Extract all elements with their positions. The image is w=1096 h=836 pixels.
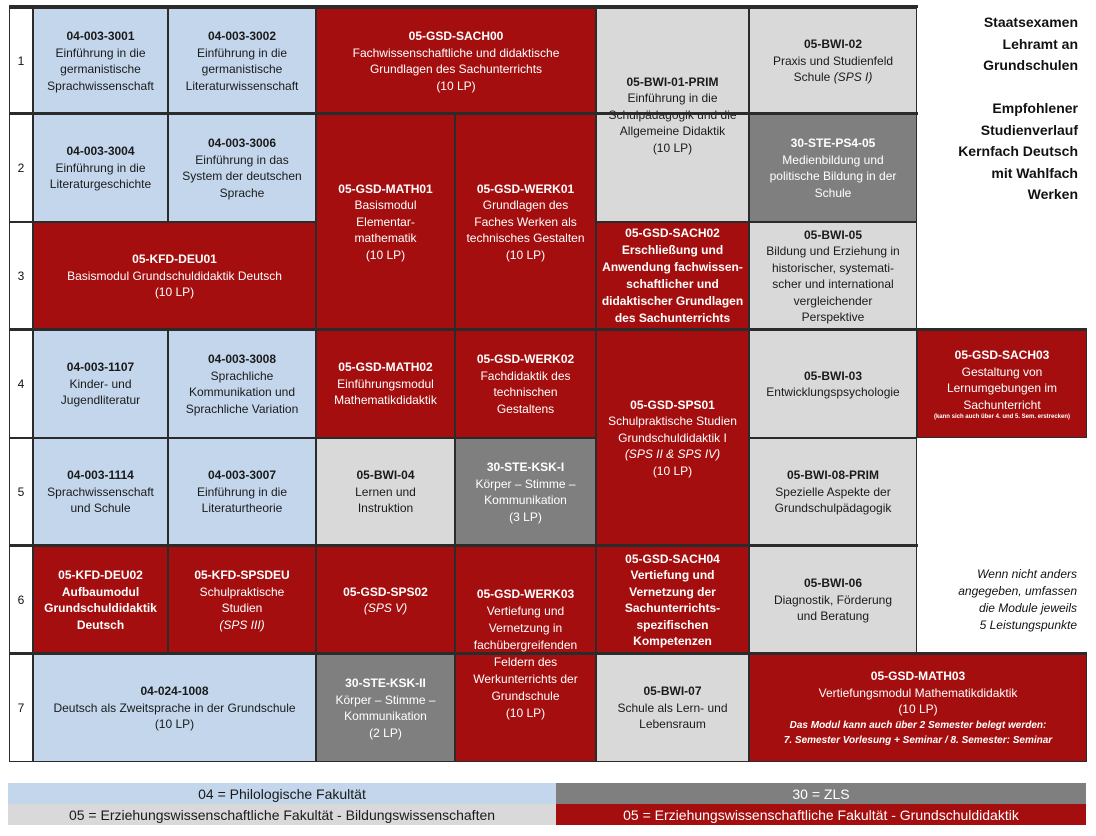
module-line-part: Schule xyxy=(793,70,831,85)
module-line: Grundschuldidaktik I xyxy=(618,430,727,445)
title-line: Lehramt an xyxy=(1002,35,1078,52)
module-line: Sachunterricht xyxy=(963,397,1041,412)
module-line: Grundschulpädagogik xyxy=(774,501,892,516)
module-line: Kommunikation xyxy=(344,709,427,723)
module-05-gsd-sach04 xyxy=(596,546,749,654)
module-line: Körper – Stimme – xyxy=(335,692,436,707)
module-line: Jugendliteratur xyxy=(60,393,141,408)
module-line: Feldern des xyxy=(493,655,558,669)
module-code: 05-GSD-MATH02 xyxy=(338,360,433,375)
module-footnote: (kann sich auch über 4. und 5. Sem. erstrecken) xyxy=(933,414,1071,420)
module-line: Lernen und xyxy=(355,484,416,499)
module-line: Grundschuldidaktik xyxy=(44,601,157,615)
module-line: Körper – Stimme – xyxy=(475,476,576,491)
module-code: 05-BWI-03 xyxy=(803,368,862,383)
module-line: Deutsch als Zweitsprache in der Grundschule xyxy=(53,700,296,715)
module-line: Kompetenzen xyxy=(633,634,712,648)
page-title xyxy=(924,12,1078,206)
module-line: Literaturtheorie xyxy=(201,501,283,516)
module-line: Grundschule xyxy=(491,689,560,703)
module-line: Elementar- xyxy=(356,214,415,229)
module-line: Einführung in die xyxy=(55,160,146,175)
module-line: (10 LP) xyxy=(154,285,195,300)
module-code: 05-GSD-SPS02 xyxy=(343,584,428,599)
module-line: Einführung in die xyxy=(196,484,288,499)
module-05-bwi-06 xyxy=(749,546,917,654)
module-line: Kommunikation xyxy=(484,493,567,507)
module-line: Sprachliche xyxy=(210,368,274,383)
module-line: Lebensraum xyxy=(639,717,706,732)
module-line: Sprachwissenschaft xyxy=(47,78,154,93)
module-line: Gestaltens xyxy=(496,401,555,416)
module-line: Allgemeine Didaktik xyxy=(619,124,726,139)
module-code: 05-GSD-SACH03 xyxy=(954,348,1050,362)
module-line: Spezielle Aspekte der xyxy=(775,484,891,499)
module-04-003-3001 xyxy=(33,8,168,114)
module-05-gsd-sach00 xyxy=(316,8,596,114)
note-line: angegeben, umfassen xyxy=(958,584,1077,598)
module-code: 04-003-3007 xyxy=(207,468,277,483)
module-04-003-1114 xyxy=(33,438,168,546)
module-line: Einführungsmodul xyxy=(337,376,434,391)
module-line: Diagnostik, Förderung xyxy=(773,592,893,607)
module-code: 05-GSD-SACH04 xyxy=(625,551,720,566)
module-code: 30-STE-PS4-05 xyxy=(790,136,876,150)
title-line: Grundschulen xyxy=(983,57,1078,73)
title-line: Werken xyxy=(1027,186,1078,202)
module-line: Einführung in die xyxy=(196,45,288,60)
module-line: spezifischen xyxy=(636,617,709,632)
module-05-kfd-deu01 xyxy=(33,222,316,330)
semester-6-label: 6 xyxy=(9,546,33,654)
module-line: technischen xyxy=(493,385,558,399)
module-line: Anwendung fachwissen- xyxy=(602,260,743,274)
module-05-bwi-05 xyxy=(749,222,917,330)
module-line: System der deutschen xyxy=(182,169,302,183)
module-line: Werkunterrichts der xyxy=(473,672,578,686)
module-line: (10 LP) xyxy=(365,247,406,262)
module-line: Einführung in die xyxy=(55,45,146,60)
module-04-024-1008 xyxy=(33,654,316,762)
module-line: Mathematikdidaktik xyxy=(334,393,437,408)
module-line: des Sachunterrichts xyxy=(614,311,731,325)
title-line: Kernfach Deutsch xyxy=(958,143,1078,159)
module-line: (10 LP) xyxy=(154,717,195,732)
row-separator xyxy=(9,544,918,547)
module-code: 30-STE-KSK-II xyxy=(345,676,426,690)
module-line: Vertiefung und xyxy=(630,568,715,582)
module-code: 04-003-3008 xyxy=(207,352,277,366)
module-line: Erschließung und xyxy=(621,243,724,257)
note-line: die Module jeweils xyxy=(978,601,1077,615)
module-04-003-1107 xyxy=(33,330,168,438)
row-separator xyxy=(9,652,1087,655)
module-line: Perspektive xyxy=(801,310,865,324)
semester-5-label: 5 xyxy=(9,438,33,546)
module-05-bwi-01-prim xyxy=(596,8,749,222)
module-line-part: (SPS I) xyxy=(833,70,873,85)
title-line: Studienverlauf xyxy=(980,121,1078,138)
module-05-bwi-04 xyxy=(316,438,455,546)
module-05-gsd-sps01 xyxy=(596,330,749,546)
module-line: Schulpraktische Studien xyxy=(608,414,737,429)
module-line: und Schule xyxy=(70,501,131,516)
module-line: (10 LP) xyxy=(652,463,693,478)
module-line: Schule xyxy=(814,185,852,200)
module-code: 05-BWI-07 xyxy=(643,684,702,699)
legend-zls: 30 = ZLS xyxy=(556,783,1086,804)
module-line: Schule als Lern- und xyxy=(617,700,728,715)
module-30-ste-ksk-i xyxy=(455,438,596,546)
module-30-ste-ps4-05 xyxy=(749,114,917,222)
module-line: und Beratung xyxy=(796,609,870,624)
module-note: 7. Semester Vorlesung + Seminar / 8. Semester: Seminar xyxy=(783,734,1053,746)
module-code: 04-003-3004 xyxy=(66,144,135,159)
module-line: Schulpraktische xyxy=(199,584,285,599)
module-line: scher und international xyxy=(772,277,894,291)
module-line: Deutsch xyxy=(76,617,125,632)
module-04-003-3004 xyxy=(33,114,168,222)
module-05-kfd-deu02 xyxy=(33,546,168,654)
module-line: schaftlicher und xyxy=(626,277,719,291)
module-code: 04-003-3002 xyxy=(207,29,277,43)
module-line: didaktischer Grundlagen xyxy=(601,294,744,308)
module-code: 05-BWI-04 xyxy=(356,468,415,483)
module-line: (10 LP) xyxy=(436,78,476,93)
module-line: Studien xyxy=(221,601,263,615)
module-05-gsd-werk01 xyxy=(455,114,596,330)
semester-2-label: 2 xyxy=(9,114,33,222)
module-code: 05-GSD-WERK03 xyxy=(476,587,575,601)
module-line: vergleichender xyxy=(793,293,873,308)
module-code: 05-GSD-MATH01 xyxy=(338,181,433,196)
module-05-bwi-07 xyxy=(596,654,749,762)
module-line: Medienbildung und xyxy=(782,152,884,167)
module-05-gsd-sps02 xyxy=(316,546,455,654)
module-line: Grundlagen des Sachunterrichts xyxy=(369,62,543,76)
semester-7-label: 7 xyxy=(9,654,33,762)
credit-points-note xyxy=(922,566,1077,634)
module-line: (3 LP) xyxy=(509,509,542,524)
semester-4-label: 4 xyxy=(9,330,33,438)
module-code: 05-BWI-02 xyxy=(803,37,862,52)
module-code: 04-003-1107 xyxy=(66,360,135,375)
module-04-003-3002 xyxy=(168,8,316,114)
legend-bildungswissenschaften: 05 = Erziehungswissenschaftliche Fakultät - Bildungswissenschaften xyxy=(8,804,556,825)
note-line: Wenn nicht anders xyxy=(977,567,1077,581)
module-code: 05-GSD-MATH03 xyxy=(870,669,966,684)
module-05-gsd-math01 xyxy=(316,114,455,330)
semester-3-label: 3 xyxy=(9,222,33,330)
module-line: Einführung in das xyxy=(195,152,289,167)
module-05-bwi-08-prim xyxy=(749,438,917,546)
module-05-bwi-03 xyxy=(749,330,917,438)
title-line: mit Wahlfach xyxy=(991,164,1078,181)
module-code: 05-BWI-01-PRIM xyxy=(626,74,719,89)
module-line: Einführung in die xyxy=(627,91,718,106)
module-04-003-3006 xyxy=(168,114,316,222)
legend-philologie: 04 = Philologische Fakultät xyxy=(8,783,556,804)
module-05-kfd-spsdeu xyxy=(168,546,316,654)
module-line xyxy=(794,69,873,86)
module-note: Das Modul kann auch über 2 Semester belegt werden: xyxy=(789,719,1047,731)
row-separator xyxy=(9,112,918,115)
module-line: (10 LP) xyxy=(652,140,693,155)
module-code: 04-003-1114 xyxy=(67,468,134,483)
module-line: politische Bildung in der xyxy=(769,169,897,183)
module-line: historischer, systemati- xyxy=(771,260,895,275)
module-line: (10 LP) xyxy=(505,706,546,720)
row-separator xyxy=(9,328,1087,331)
module-line: germanistische xyxy=(201,62,283,76)
module-line: Sprachwissenschaft xyxy=(47,484,154,499)
module-line: germanistische xyxy=(60,62,141,76)
module-code: 05-KFD-DEU01 xyxy=(132,252,217,267)
row-separator xyxy=(9,5,918,8)
title-spacer xyxy=(924,77,1078,99)
module-04-003-3007 xyxy=(168,438,316,546)
module-05-gsd-werk02 xyxy=(455,330,596,438)
module-line: Sprache xyxy=(219,185,265,200)
module-line: Entwicklungspsychologie xyxy=(766,385,900,399)
module-line: Fachwissenschaftliche und didaktische xyxy=(352,45,560,60)
module-line: Vertiefungsmodul Mathematikdidaktik xyxy=(818,685,1018,700)
module-code: 05-GSD-SACH00 xyxy=(408,29,504,43)
module-line: Bildung und Erziehung in xyxy=(766,244,900,258)
module-code: 04-003-3006 xyxy=(207,136,277,150)
module-line: Kinder- und xyxy=(69,376,132,391)
module-line: Grundlagen des xyxy=(482,198,569,213)
module-line: Vertiefung und xyxy=(486,604,565,618)
note-line: 5 Leistungspunkte xyxy=(979,618,1077,632)
module-05-gsd-sach03 xyxy=(917,330,1087,438)
module-line: technisches Gestalten xyxy=(466,231,585,246)
module-code: 05-BWI-08-PRIM xyxy=(786,468,879,483)
module-line: Lernumgebungen im xyxy=(946,381,1058,395)
legend-grundschuldidaktik: 05 = Erziehungswissenschaftliche Fakultät - Grundschuldidaktik xyxy=(556,804,1086,825)
module-line: Praxis und Studienfeld xyxy=(772,53,894,68)
module-line: (SPS III) xyxy=(219,617,265,632)
module-30-ste-ksk-ii xyxy=(316,654,455,762)
module-code: 05-KFD-SPSDEU xyxy=(194,568,290,582)
module-05-gsd-math03 xyxy=(749,654,1087,762)
module-line: (2 LP) xyxy=(369,725,402,740)
module-line: Sachunterrichts- xyxy=(624,601,721,615)
module-code: 04-003-3001 xyxy=(66,29,135,43)
module-05-bwi-02 xyxy=(749,8,917,114)
module-line: Aufbaumodul xyxy=(61,584,140,599)
module-05-gsd-sach02 xyxy=(596,222,749,330)
module-code: 05-KFD-DEU02 xyxy=(58,568,143,582)
module-line: (10 LP) xyxy=(505,247,546,262)
module-code: 05-BWI-06 xyxy=(803,576,862,591)
module-code: 30-STE-KSK-I xyxy=(486,460,565,474)
module-line: Vernetzung der xyxy=(629,584,716,599)
module-code: 05-GSD-WERK02 xyxy=(476,352,575,366)
module-line: mathematik xyxy=(354,231,417,246)
module-line: Kommunikation und xyxy=(188,385,296,399)
module-line: Instruktion xyxy=(357,501,414,516)
module-line: Basismodul xyxy=(354,198,417,213)
module-code: 05-GSD-SACH02 xyxy=(625,226,720,240)
module-code: 05-BWI-05 xyxy=(803,227,862,242)
module-line: (SPS V) xyxy=(363,601,408,615)
title-line: Empfohlener xyxy=(992,100,1078,116)
title-line: Staatsexamen xyxy=(983,14,1078,30)
module-line: Literaturgeschichte xyxy=(49,177,152,192)
module-line: fachübergreifenden xyxy=(473,638,578,652)
module-line: Vernetzung in xyxy=(488,621,563,635)
module-line: Literaturwissenschaft xyxy=(185,78,299,93)
module-line xyxy=(608,107,736,124)
module-line: (10 LP) xyxy=(898,702,938,717)
module-line: Gestaltung von xyxy=(961,364,1043,379)
module-line: Faches Werken als xyxy=(474,214,577,229)
module-line: Fachdidaktik des xyxy=(480,368,571,383)
module-code: 04-024-1008 xyxy=(140,684,209,699)
module-05-gsd-math02 xyxy=(316,330,455,438)
module-line: Sprachliche Variation xyxy=(185,401,299,416)
module-line: Basismodul Grundschuldidaktik Deutsch xyxy=(67,268,282,283)
module-04-003-3008 xyxy=(168,330,316,438)
semester-1-label: 1 xyxy=(9,8,33,114)
module-code: 05-GSD-SPS01 xyxy=(630,397,715,412)
module-code: 05-GSD-WERK01 xyxy=(476,181,575,196)
module-line: (SPS II & SPS IV) xyxy=(624,447,721,462)
